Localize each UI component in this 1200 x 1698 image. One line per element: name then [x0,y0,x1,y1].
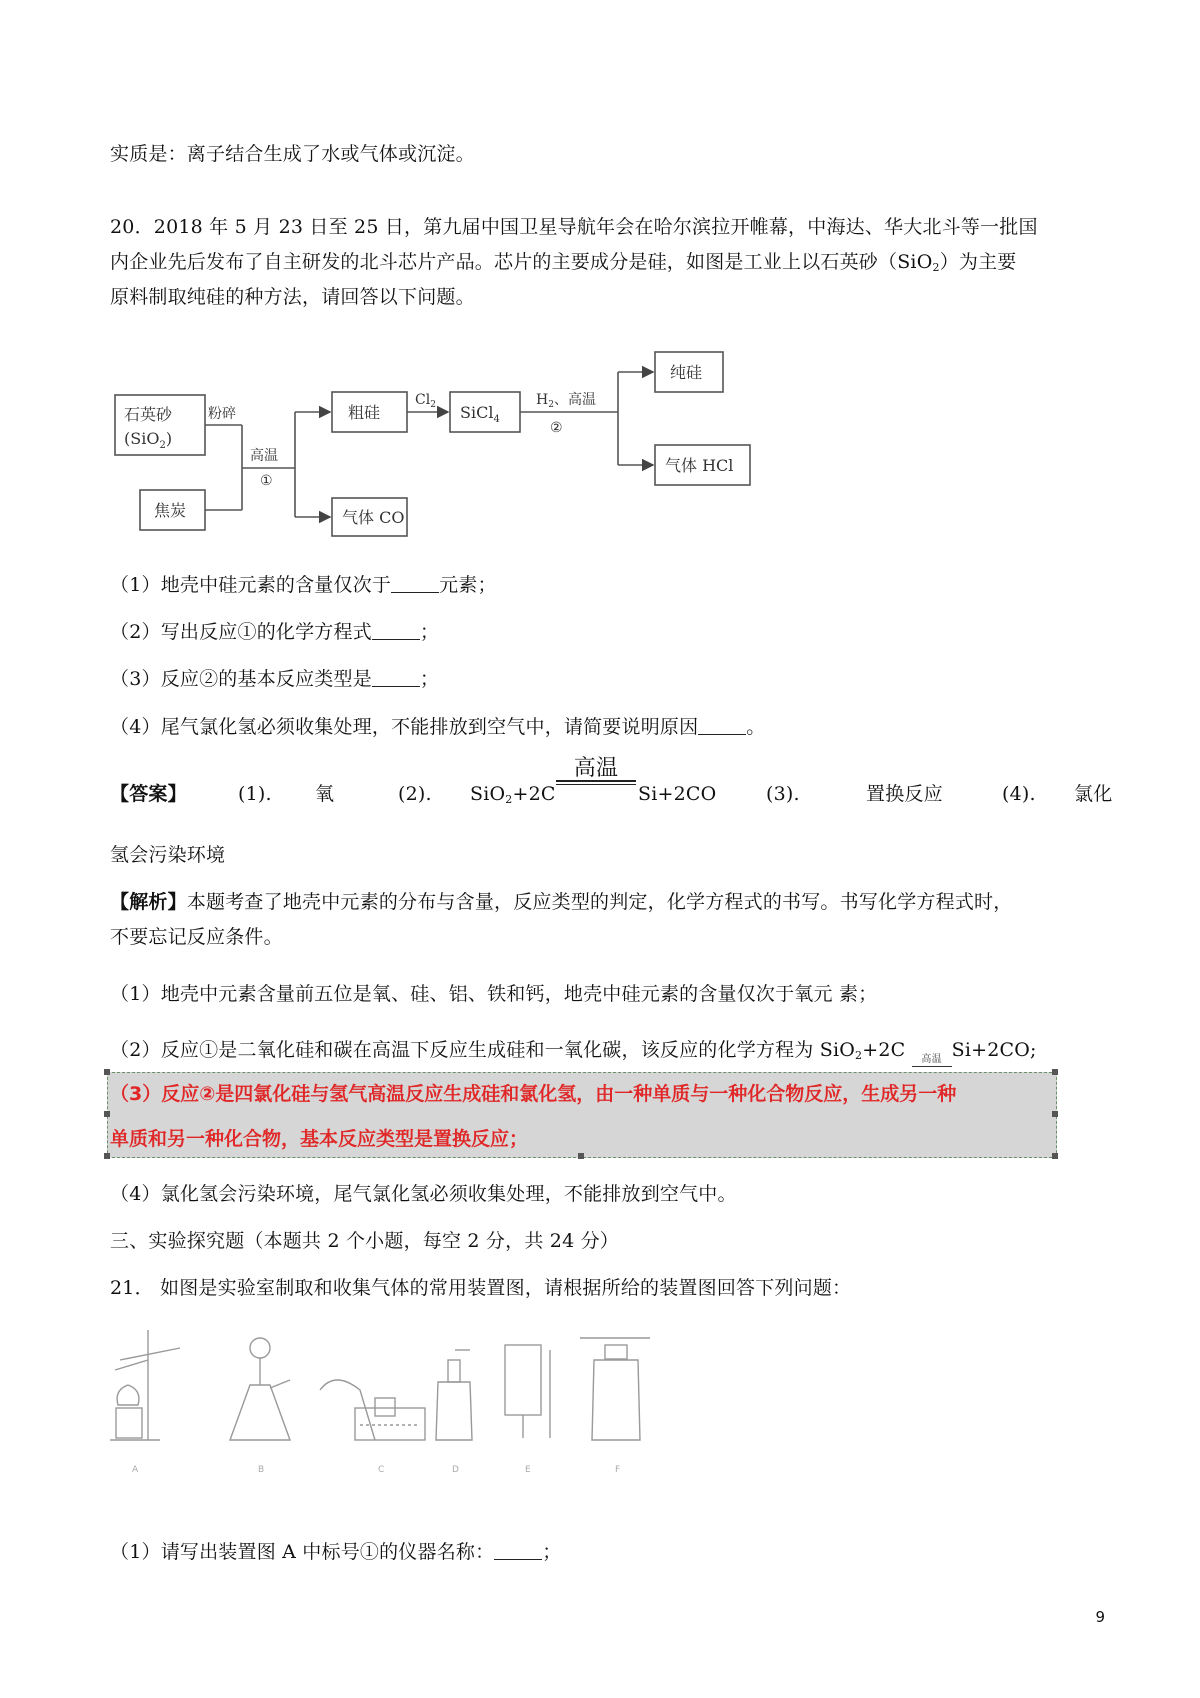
selection-handle[interactable] [1052,1069,1058,1075]
apparatus-label-a: A [132,1465,139,1475]
answer-4-part-1: 氯化 [1074,783,1113,805]
q21-line-1: 21． 如图是实验室制取和收集气体的常用装置图，请根据所给的装置图回答下列问题： [110,1277,852,1299]
step-1-label: ① [260,473,273,489]
h2-condition-label: $H_2$、高温 [536,392,596,410]
answer-3: 置换反应 [866,783,943,805]
co-gas-label: 气体 CO [342,508,405,527]
answer-blank[interactable] [698,714,746,735]
equation-condition: 高温 [573,756,619,781]
selection-handle[interactable] [104,1153,110,1159]
apparatus-label-b: B [258,1465,265,1475]
analysis-point-2: （2）反应①是二氧化硅和碳在高温下反应生成硅和一氧化碳，该反应的化学方程为 SiO$_2$+2C 高温 Si+2CO; [110,1036,1100,1070]
q20-sub-2: （2）写出反应①的化学方程式 ； [110,621,440,643]
q20-sub-1: （1）地壳中硅元素的含量仅次于 元素； [110,574,497,596]
q20-line-2: 内企业先后发布了自主研发的北斗芯片产品。芯片的主要成分是硅，如图是工业上以石英砂（SiO$_2$）为主要 [110,251,1017,274]
analysis-point-4: （4）氯化氢会污染环境，尾气氯化氢必须收集处理，不能排放到空气中。 [110,1183,737,1205]
apparatus-label-c: C [378,1465,385,1475]
intro-line: 实质是：离子结合生成了水或气体或沉淀。 [110,143,475,165]
apparatus-label-e: E [525,1465,531,1475]
pure-silicon-label: 纯硅 [670,363,703,382]
q21-sub-1: （1）请写出装置图 A 中标号①的仪器名称： ； [110,1541,562,1563]
answer-blank[interactable] [391,572,439,593]
cl2-label: $Cl_2$ [415,392,436,410]
selection-handle[interactable] [1052,1153,1058,1159]
answer-line: 【答案】 (1). 氧 (2). SiO$_2$+2C 高温 Si+2CO (3). 置换反应 (4). 氯化 [110,756,1113,806]
silicon-production-flowchart [110,350,830,550]
crude-silicon-label: 粗硅 [348,403,381,422]
answer-1: 氧 [315,783,335,805]
answer-blank[interactable] [372,619,420,640]
analysis-line-1: 【解析】本题考查了地壳中元素的分布与含量，反应类型的判定，化学方程式的书写。书写化学方程式时， [110,891,1013,913]
quartz-formula-label: (SiO$_2$) [124,429,173,451]
q20-sub-3: （3）反应②的基本反应类型是 ； [110,668,440,690]
coke-label: 焦炭 [154,501,187,520]
answer-num-2: (2). [398,783,432,805]
q20-sub-4: （4）尾气氯化氢必须收集处理，不能排放到空气中，请简要说明原因 。 [110,716,766,738]
apparatus-label-f: F [615,1465,621,1475]
analysis-line-2: 不要忘记反应条件。 [110,926,283,948]
hcl-gas-label: 气体 HCl [665,456,734,475]
page-number: 9 [1095,1608,1105,1626]
selection-handle[interactable] [1052,1111,1058,1117]
analysis-point-3-line-1: （3）反应②是四氯化硅与氢气高温反应生成硅和氯化氢，由一种单质与一种化合物反应，生成另一种 [110,1083,957,1105]
sicl4-label: SiCl$_4$ [460,403,500,425]
apparatus-label-d: D [452,1465,459,1475]
selection-handle[interactable] [104,1069,110,1075]
high-temp-label: 高温 [250,448,278,464]
step-2-label: ② [550,420,563,436]
answer-num-3: (3). [766,783,800,805]
answer-num-1: (1). [238,783,272,805]
q20-line-3: 原料制取纯硅的种方法，请回答以下问题。 [110,286,475,308]
selection-handle[interactable] [578,1153,584,1159]
answer-label: 【答案】 [110,783,187,805]
answer-blank[interactable] [494,1539,542,1560]
quartz-sand-label: 石英砂 [124,405,173,424]
section-3-heading: 三、实验探究题（本题共 2 个小题，每空 2 分，共 24 分） [110,1230,619,1252]
lab-apparatus-figure [110,1330,690,1490]
analysis-point-1: （1）地壳中元素含量前五位是氧、硅、铝、铁和钙，地壳中硅元素的含量仅次于氧元 素； [110,983,878,1005]
answer-blank[interactable] [372,666,420,687]
crush-label: 粉碎 [208,406,236,422]
small-equation-condition: 高温 [912,1054,952,1070]
analysis-point-3-line-2: 单质和另一种化合物，基本反应类型是置换反应； [110,1128,529,1150]
answer-4-part-2: 氢会污染环境 [110,844,226,866]
answer-num-4: (4). [1002,783,1036,805]
q20-line-1: 20．2018 年 5 月 23 日至 25 日，第九届中国卫星导航年会在哈尔滨拉开帷幕，中海达、华大北斗等一批国 [110,216,1038,238]
selection-handle[interactable] [104,1111,110,1117]
